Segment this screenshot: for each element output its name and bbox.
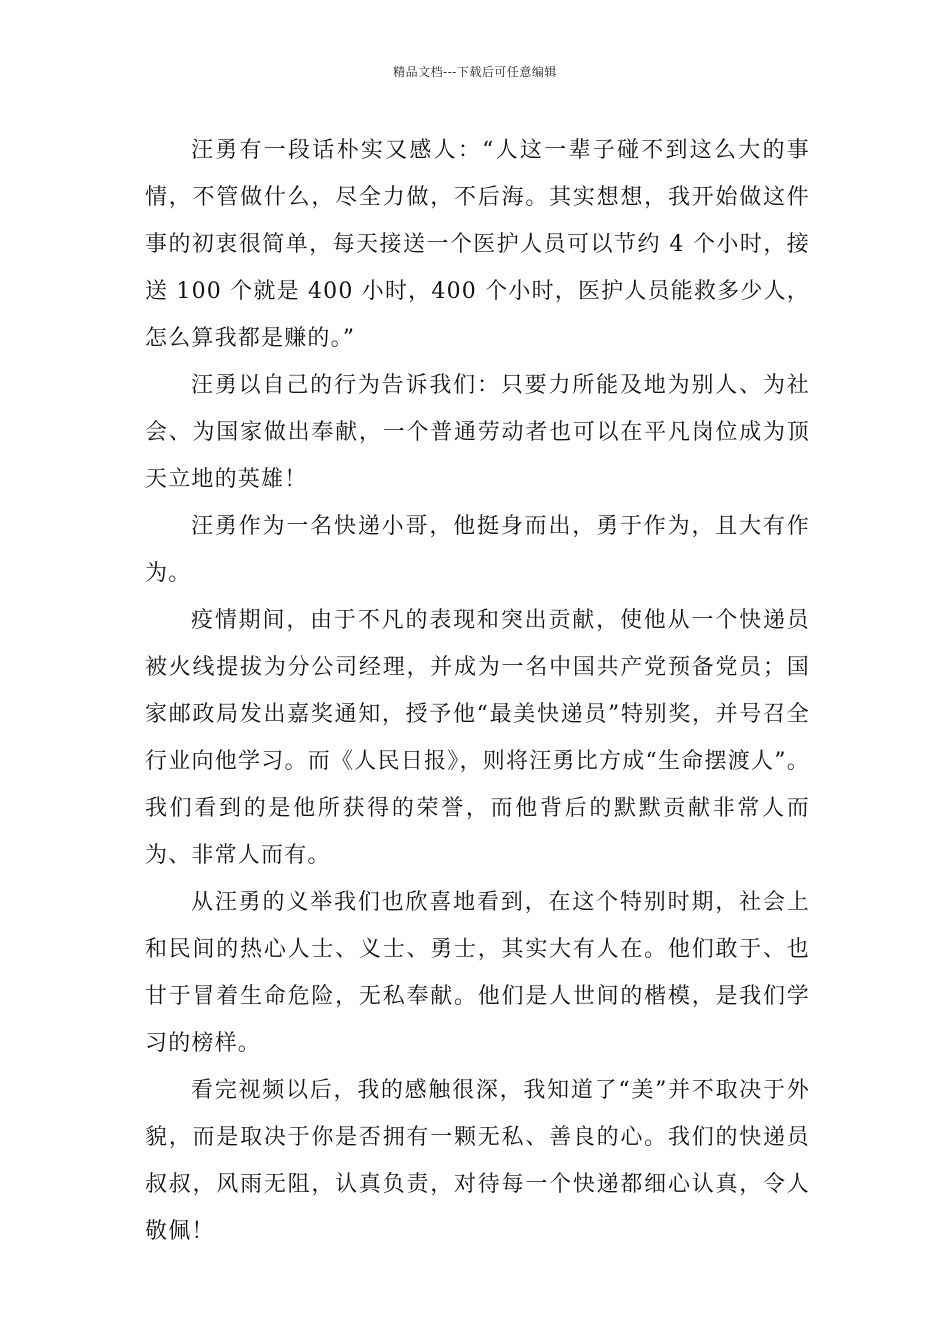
- paragraph: 汪勇有一段话朴实又感人：“人这一辈子碰不到这么大的事情，不管做什么，尽全力做，不后海。其实想想，我开始做这件事的初衷很简单，每天接送一个医护人员可以节约 4 个小时，接送 100 个就是 400 小时，400 个小时，医护人员能救多少人，怎么算我都是赚的。”: [145, 138, 810, 351]
- page-header: 精品文档---下载后可任意编辑: [393, 65, 557, 79]
- paragraph: 汪勇以自己的行为告诉我们：只要力所能及地为别人、为社会、为国家做出奉献，一个普通劳动者也可以在平凡岗位成为顶天立地的英雄！: [145, 373, 810, 492]
- paragraph: 看完视频以后，我的感触很深，我知道了“美”并不取决于外貌，而是取决于你是否拥有一颗无私、善良的心。我们的快递员叔叔，风雨无阻，认真负责，对待每一个快递都细心认真，令人敬佩！: [145, 1078, 810, 1244]
- document-body: [145, 127, 810, 1255]
- paragraph: 疫情期间，由于不凡的表现和突出贡献，使他从一个快递员被火线提拔为分公司经理，并成为一名中国共产党预备党员；国家邮政局发出嘉奖通知，授予他“最美快递员”特别奖，并号召全行业向他学习。而《人民日报》，则将汪勇比方成“生命摆渡人”。我们看到的是他所获得的荣誉，而他背后的默默贡献非常人而为、非常人而有。: [145, 608, 810, 868]
- paragraph: 汪勇作为一名快递小哥，他挺身而出，勇于作为，且大有作为。: [145, 514, 810, 586]
- paragraph: 从汪勇的义举我们也欣喜地看到，在这个特别时期，社会上和民间的热心人士、义士、勇士，其实大有人在。他们敢于、也甘于冒着生命危险，无私奉献。他们是人世间的楷模，是我们学习的榜样。: [145, 890, 810, 1056]
